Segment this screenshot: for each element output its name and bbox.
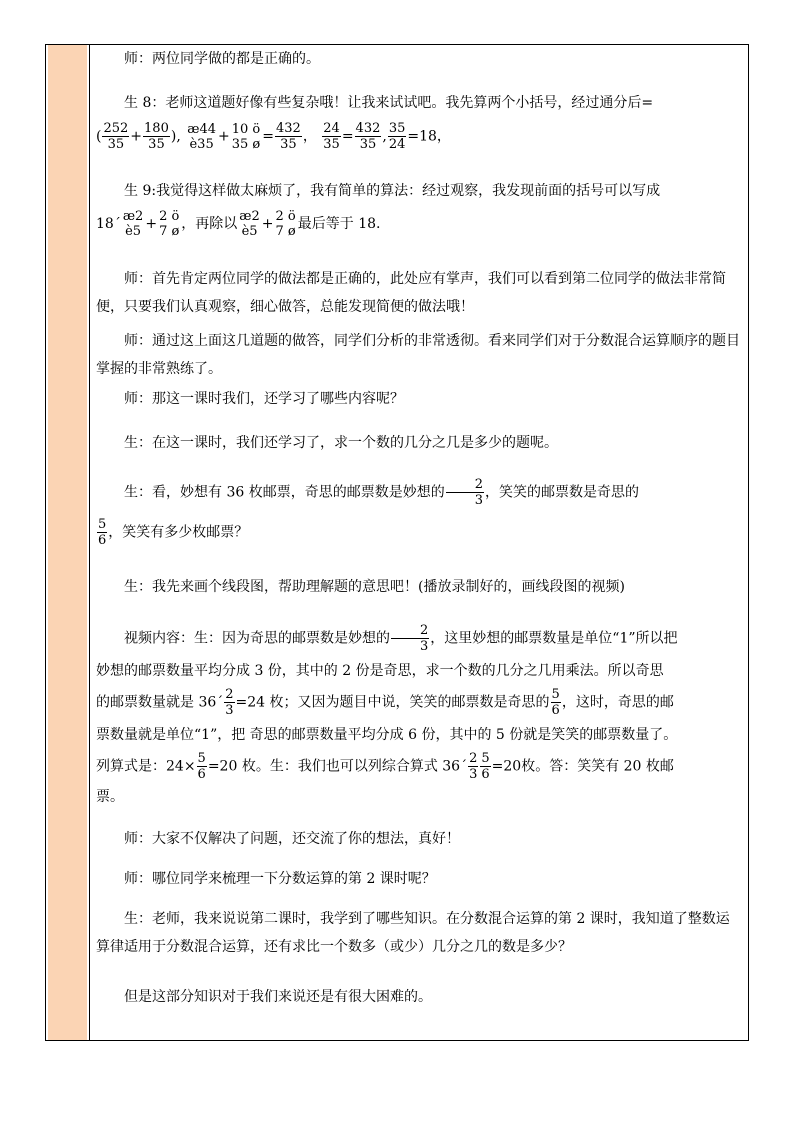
fraction: $\frac{5}{6}$ <box>98 517 107 548</box>
fraction: $\frac{5}{6}$ <box>551 687 560 718</box>
fraction: $\frac{5}{6}$ <box>481 751 490 782</box>
fraction: $\frac{24}{35}$ <box>323 121 340 152</box>
side-column <box>46 45 90 1040</box>
paragraph-1: 师：两位同学做的都是正确的。 <box>124 51 320 67</box>
paragraph-7: 生：在这一课时，我们还学习了，求一个数的几分之几是多少的题呢。 <box>124 435 558 451</box>
fraction: $\frac{2}{3}$ <box>391 623 429 654</box>
paragraph-10-line-6: 票。 <box>96 789 124 805</box>
fraction: $\frac{432}{35}$ <box>275 121 301 152</box>
paragraph-9: 生：我先来画个线段图，帮助理解题的意思吧！(播放录制好的，画线段图的视频) <box>124 579 625 595</box>
grouped-term: 2 ö 7 ø <box>275 209 296 239</box>
fraction: $\frac{2}{3}$ <box>225 687 234 718</box>
paragraph-13: 生：老师，我来说说第二课时，我学到了哪些知识。在分数混合运算的第 2 课时，我知道了整数运算律适用于分数混合运算，还有求比一个数多（或少）几分之几的数是多少？ <box>96 911 730 955</box>
paragraph-2-line-2: ( $\frac{252}{35}$ + $\frac{180}{35}$ ), æ44 è35 + 10 ö 35 ø = $\frac{432}{35}$ ， $\frac{24}{35}$ = $\frac{432}{35}$ , $\frac{35}{24}$ =18， <box>96 121 451 152</box>
fraction: $\frac{2}{3}$ <box>446 477 484 508</box>
paragraph-10-line-2: 妙想的邮票数量平均分成 3 份，其中的 2 份是奇思，求一个数的几分之几用乘法。所以奇思 <box>96 663 664 679</box>
paragraph-6: 师：那这一课时我们，还学习了哪些内容呢？ <box>124 391 404 407</box>
paragraph-8-line-2: $\frac{5}{6}$ ，笑笑有多少枚邮票？ <box>98 517 249 548</box>
paragraph-14: 但是这部分知识对于我们来说还是有很大困难的。 <box>124 989 432 1005</box>
paragraph-10-line-5: 列算式是：24× $\frac{5}{6}$ =20 枚。生：我们也可以列综合算式 36´ $\frac{2}{3}$ $\frac{5}{6}$ =20枚。答：笑笑有 20 枚邮 <box>96 751 674 782</box>
paragraph-8-line-1: 生：看，妙想有 36 枚邮票，奇思的邮票数是妙想的 $\frac{2}{3}$ ，笑笑的邮票数是奇思的 <box>124 477 639 508</box>
grouped-term: 10 ö 35 ø <box>231 121 261 152</box>
document-table <box>45 44 749 1041</box>
paragraph-5: 师：通过这上面这几道题的做答，同学们分析的非常透彻。看来同学们对于分数混合运算顺序的题目掌握的非常熟练了。 <box>96 333 740 377</box>
paragraph-3-line-1: 生 9:我觉得这样做太麻烦了，我有简单的算法：经过观察，我发现前面的括号可以写成 <box>124 183 661 199</box>
fraction: $\frac{5}{6}$ <box>197 751 206 782</box>
paragraph-10-line-4: 票数量就是单位“1”，把 奇思的邮票数量平均分成 6 份，其中的 5 份就是笑笑的邮票数量了。 <box>96 727 678 743</box>
paragraph-11: 师：大家不仅解决了问题，还交流了你的想法，真好！ <box>124 831 460 847</box>
fraction: $\frac{432}{35}$ <box>355 121 381 152</box>
paragraph-2-line-1: 生 8：老师这道题好像有些复杂哦！让我来试试吧。我先算两个小括号，经过通分后= <box>124 95 654 111</box>
fraction: $\frac{252}{35}$ <box>103 121 129 152</box>
fraction: $\frac{180}{35}$ <box>144 121 169 152</box>
grouped-term: æ44 è35 <box>187 121 216 152</box>
paragraph-3-line-2: 18´ æ2 è5 + 2 ö 7 ø ，再除以 æ2 è5 + 2 ö 7 ø 最后等于 18. <box>96 209 381 239</box>
paragraph-10-line-1: 视频内容：生：因为奇思的邮票数是妙想的 $\frac{2}{3}$ ，这里妙想的邮票数量是单位“1”所以把 <box>124 623 678 654</box>
side-column-shading <box>48 45 87 1040</box>
paragraph-10-line-3: 的邮票数量就是 36´ $\frac{2}{3}$ =24 枚；又因为题目中说，笑笑的邮票数是奇思的 $\frac{5}{6}$ ，这时，奇思的邮 <box>96 687 674 718</box>
grouped-term: æ2 è5 <box>122 209 144 239</box>
grouped-term: 2 ö 7 ø <box>159 209 180 239</box>
paragraph-4: 师：首先肯定两位同学的做法都是正确的，此处应有掌声，我们可以看到第二位同学的做法非常简便，只要我们认真观察，细心做答，总能发现简便的做法哦！ <box>96 271 726 315</box>
paragraph-12: 师：哪位同学来梳理一下分数运算的第 2 课时呢？ <box>124 871 436 887</box>
fraction: $\frac{35}{24}$ <box>388 121 406 152</box>
fraction: $\frac{2}{3}$ <box>469 751 478 782</box>
grouped-term: æ2 è5 <box>239 209 260 239</box>
